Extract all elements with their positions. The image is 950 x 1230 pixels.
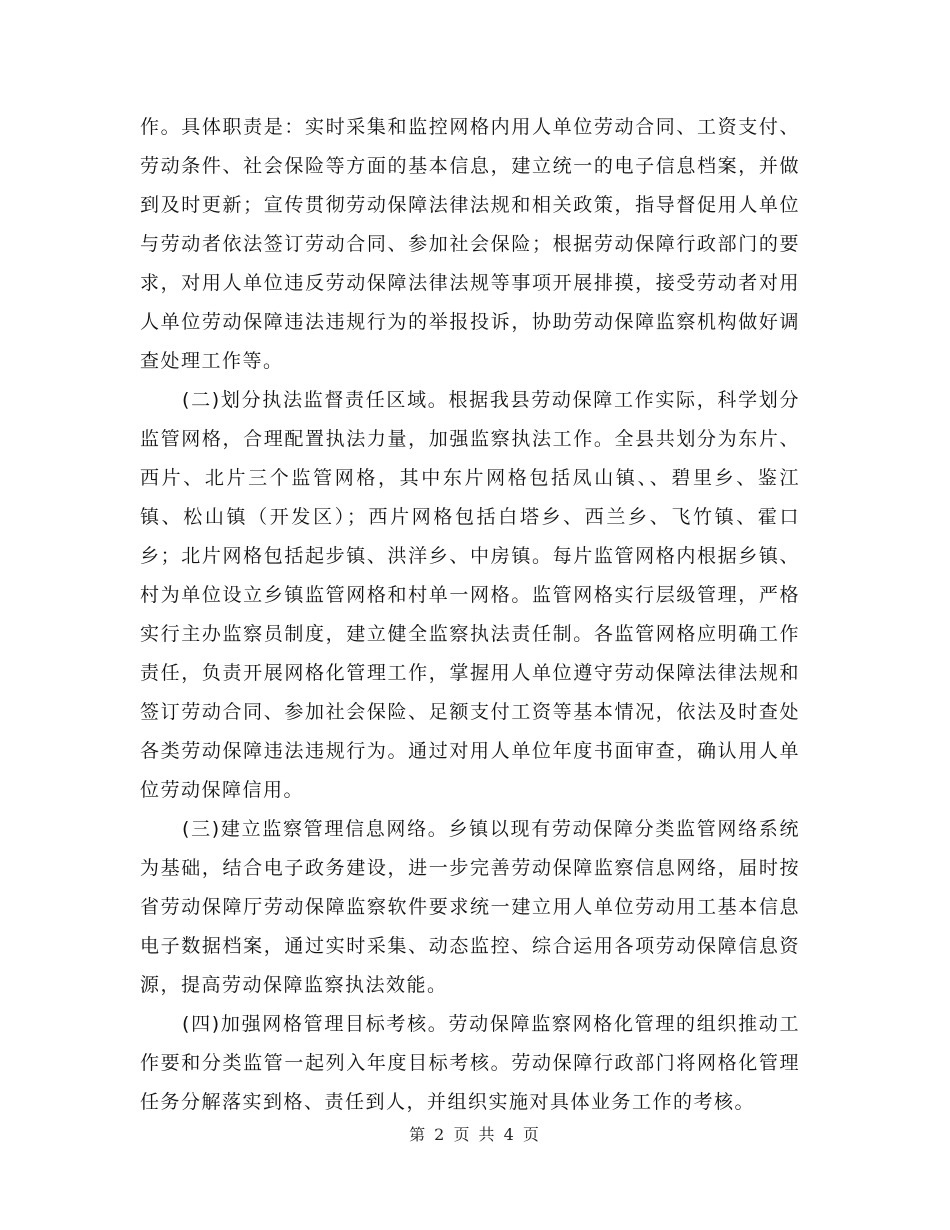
paragraph-section-2: (二)划分执法监督责任区域。根据我县劳动保障工作实际，科学划分监管网格，合理配置执法力量，加强监察执法工作。全县共划分为东片、西片、北片三个监管网格，其中东片网格包括凤山镇、、碧里乡、鉴江镇、松山镇（开发区）；西片网格包括白塔乡、西兰乡、飞竹镇、霍口乡；北片网格包括起步镇、洪洋乡、中房镇。每片监管网格内根据乡镇、村为单位设立乡镇监管网格和村单一网格。监管网格实行层级管理，严格实行主办监察员制度，建立健全监察执法责任制。各监管网格应明确工作责任，负责开展网格化管理工作，掌握用人单位遵守劳动保障法律法规和签订劳动合同、参加社会保险、足额支付工资等基本情况，依法及时查处各类劳动保障违法违规行为。通过对用人单位年度书面审查，确认用人单位劳动保障信用。 bbox=[140, 389, 800, 801]
paragraph-section-3: (三)建立监察管理信息网络。乡镇以现有劳动保障分类监管网络系统为基础，结合电子政务建设，进一步完善劳动保障监察信息网络，届时按省劳动保障厅劳动保障监察软件要求统一建立用人单位劳动用工基本信息电子数据档案，通过实时采集、动态监控、综合运用各项劳动保障信息资源，提高劳动保障监察执法效能。 bbox=[140, 818, 800, 996]
document-body bbox=[140, 108, 800, 1122]
paragraph-duties-continued: 作。具体职责是：实时采集和监控网格内用人单位劳动合同、工资支付、劳动条件、社会保险等方面的基本信息，建立统一的电子信息档案，并做到及时更新；宣传贯彻劳动保障法律法规和相关政策，指导督促用人单位与劳动者依法签订劳动合同、参加社会保险；根据劳动保障行政部门的要求，对用人单位违反劳动保障法律法规等事项开展排摸，接受劳动者对用人单位劳动保障违法违规行为的举报投诉，协助劳动保障监察机构做好调查处理工作等。 bbox=[140, 116, 800, 372]
paragraph-section-4: (四)加强网格管理目标考核。劳动保障监察网格化管理的组织推动工作要和分类监管一起列入年度目标考核。劳动保障行政部门将网格化管理任务分解落实到格、责任到人，并组织实施对具体业务工作的考核。 bbox=[140, 1013, 800, 1113]
page-number-footer: 第 2 页 共 4 页 bbox=[409, 1125, 541, 1144]
